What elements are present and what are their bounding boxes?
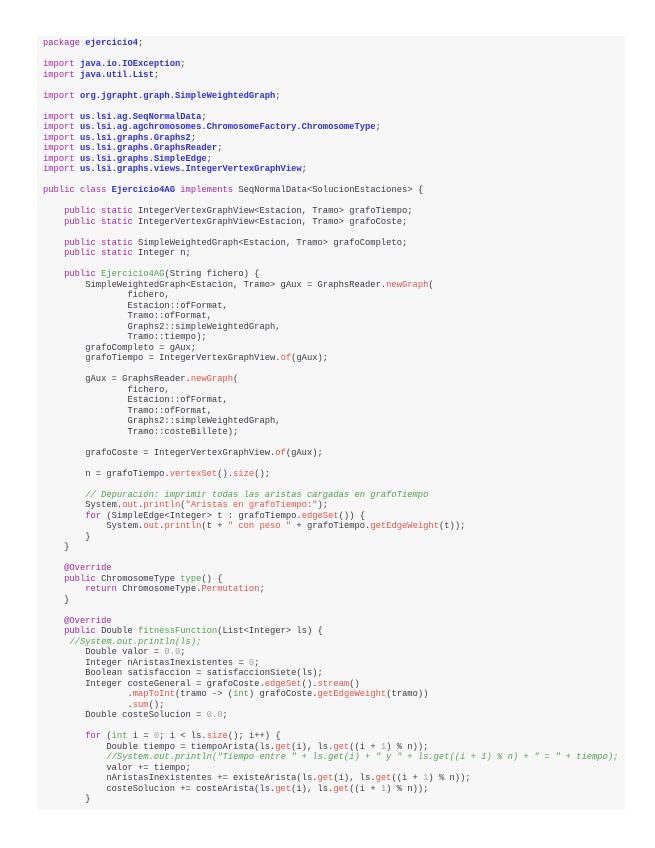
code-line (43, 469, 618, 480)
code-token: Double (101, 626, 139, 636)
code-token: import (43, 90, 80, 101)
code-line (43, 59, 618, 70)
code-line (43, 511, 618, 522)
code-line (43, 637, 618, 648)
code-token: Tramo::tiempo); (43, 332, 207, 342)
code-token: (). (217, 468, 234, 479)
code-token: ; (190, 132, 197, 143)
code-token: get (275, 783, 292, 794)
code-line (43, 416, 618, 427)
code-token: public static (64, 216, 139, 227)
code-token: (); i++) { (227, 731, 281, 741)
code-token: } (43, 794, 91, 804)
code-line (43, 542, 618, 553)
code-token: + grafoTiempo. (291, 521, 371, 531)
code-line (43, 290, 618, 301)
code-line (43, 395, 618, 406)
code-token: ; (275, 90, 281, 101)
code-token: get (375, 773, 392, 783)
code-line (43, 280, 618, 291)
code-token: Estacion::ofFormat, (43, 395, 228, 405)
code-token: Tramo::ofFormat, (43, 311, 212, 321)
code-line (43, 773, 618, 784)
code-line (43, 668, 618, 679)
code-line (43, 427, 618, 438)
code-line (43, 112, 618, 123)
code-token: IntegerVertexGraphView<Estacion, Tramo> grafoCoste; (138, 216, 408, 227)
code-token: ; (254, 657, 260, 668)
code-token: us.lsi.graphs.SimpleEdge (79, 153, 207, 164)
code-lines (43, 38, 618, 805)
code-line (43, 49, 618, 60)
code-token: . (159, 521, 165, 531)
code-token: ; (206, 153, 212, 164)
code-line (43, 206, 618, 217)
code-token (43, 238, 64, 248)
code-line (43, 490, 618, 501)
code-token: public (64, 573, 102, 584)
code-token: Boolean satisfaccion = satisfaccionSiete(ls); (43, 668, 323, 678)
code-token: ); (317, 500, 329, 510)
code-token: java.io.IOException (79, 59, 181, 69)
code-line (43, 269, 618, 280)
code-token: ; (180, 647, 186, 657)
code-token: //System.out.println(ls); (69, 636, 202, 647)
code-line (43, 143, 618, 154)
code-line (43, 553, 618, 564)
code-token: 0 (153, 731, 160, 741)
code-line (43, 731, 618, 742)
code-token: Integer nAristasInexistentes = (43, 657, 249, 668)
code-token: import (43, 69, 80, 80)
code-line (43, 406, 618, 417)
code-token: public static (64, 206, 139, 216)
code-token: Ejercicio4AG (101, 269, 165, 279)
code-token: for (85, 731, 107, 741)
code-token (43, 731, 85, 741)
code-token: . (43, 699, 133, 710)
code-token (43, 616, 64, 626)
code-token: us.lsi.ag.SeqNormalData (79, 111, 202, 122)
code-token: edgeSet (264, 678, 302, 689)
code-token: vertexSet (169, 468, 218, 479)
code-token: of (280, 353, 292, 363)
code-token (43, 269, 64, 279)
code-token: @Override (64, 615, 112, 626)
code-token: public (64, 269, 102, 279)
code-token: @Override (64, 563, 112, 573)
code-token: ; (217, 143, 223, 153)
code-line (43, 133, 618, 144)
code-token: Graphs2::simpleWeightedGraph, (43, 321, 281, 332)
code-token: ((i + (349, 741, 381, 752)
code-line (43, 332, 618, 343)
code-token: nAristasInexistentes += existeArista(ls. (43, 773, 318, 783)
code-line (43, 196, 618, 207)
code-line (43, 479, 618, 490)
code-token: int (233, 689, 249, 699)
code-line (43, 301, 618, 312)
code-line (43, 217, 618, 228)
code-token: public (64, 626, 102, 636)
code-token: 1 (423, 773, 429, 783)
code-token: get (333, 741, 350, 752)
code-token: ( (106, 731, 112, 741)
code-token: of (275, 447, 286, 458)
code-token: import (43, 122, 80, 132)
code-line (43, 164, 618, 175)
code-token: valor += tiempo; (43, 762, 191, 773)
code-token: fitnessFunction (138, 626, 218, 636)
code-token: (tramo)) (386, 689, 429, 699)
code-token (43, 574, 64, 584)
code-token: 1 (380, 783, 387, 794)
code-token: (String fichero) { (164, 269, 260, 279)
code-token: Estacion::ofFormat, (43, 300, 228, 311)
code-token: "Aristas en grafoTiempo:" (185, 500, 318, 510)
code-token: IntegerVertexGraphView<Estacion, Tramo> grafoTiempo; (138, 206, 413, 216)
code-token: (t)); (438, 521, 466, 531)
code-token: ; (180, 59, 186, 69)
code-token: 1 (380, 741, 387, 752)
code-token: SeqNormalData<SolucionEstaciones> { (238, 185, 424, 195)
code-token: " con peso " (227, 521, 292, 531)
code-token: System. (43, 500, 123, 510)
code-token: import (43, 111, 80, 122)
code-token: newGraph (190, 374, 234, 384)
code-token: get (275, 741, 292, 752)
code-token: (tramo -> ( (174, 689, 234, 699)
code-line (43, 647, 618, 658)
code-token: import (43, 132, 80, 143)
code-line (43, 595, 618, 606)
code-token: Permutation (201, 584, 260, 594)
code-token: edgeSet (301, 510, 339, 521)
code-line (43, 763, 618, 774)
code-token: grafoCoste = IntegerVertexGraphView. (43, 447, 276, 458)
code-line (43, 616, 618, 627)
code-token: out (143, 521, 160, 531)
code-token (43, 511, 85, 521)
code-token: Integer costeGeneral = grafoCoste. (43, 678, 265, 689)
code-token: type (180, 573, 202, 584)
code-token: (SimpleEdge<Integer> t : grafoTiempo. (106, 510, 302, 521)
code-token: } (43, 531, 91, 542)
code-token: println (164, 521, 202, 531)
code-token: us.lsi.graphs.GraphsReader (79, 143, 218, 153)
code-token: (); (148, 699, 165, 710)
code-token: SimpleWeightedGraph<Estacion, Tramo> gAux = GraphsReader. (43, 279, 387, 290)
code-line (43, 752, 618, 763)
code-token: ((i + (349, 783, 381, 794)
code-token: get (333, 783, 350, 794)
code-line (43, 679, 618, 690)
code-token: mapToInt (132, 689, 175, 699)
code-token: fichero, (43, 384, 170, 395)
code-token (43, 490, 85, 500)
code-line (43, 574, 618, 585)
code-token: import (43, 164, 80, 174)
code-token: (t + (201, 521, 228, 531)
code-token: java.util.List (79, 69, 154, 80)
code-token: for (85, 510, 107, 521)
code-line (43, 584, 618, 595)
code-line (43, 311, 618, 322)
code-line (43, 353, 618, 364)
code-token: Double valor = (43, 647, 165, 657)
code-block (37, 36, 625, 810)
code-token: ((i + (391, 773, 424, 783)
code-line (43, 248, 618, 259)
code-line (43, 322, 618, 333)
code-token: Double costeSolucion = (43, 710, 207, 720)
code-line (43, 500, 618, 511)
code-line (43, 626, 618, 637)
code-token: Graphs2::simpleWeightedGraph, (43, 416, 281, 426)
code-line (43, 700, 618, 711)
code-token: ; (153, 69, 160, 80)
code-token: public static (64, 237, 139, 248)
code-token: 0.0 (164, 647, 181, 657)
code-token: ; i < ls. (159, 731, 207, 741)
code-line (43, 175, 618, 186)
code-line (43, 658, 618, 669)
code-line (43, 259, 618, 270)
code-line (43, 70, 618, 81)
code-token: (List<Integer> ls) { (217, 626, 323, 636)
code-token: ChromosomeType (101, 573, 181, 584)
code-token: Ejercicio4AG (111, 185, 181, 195)
code-token: ; (201, 111, 207, 122)
code-line (43, 437, 618, 448)
code-token: ejercicio4 (85, 38, 139, 48)
code-token (43, 563, 64, 573)
code-token: . (138, 500, 144, 510)
code-line (43, 238, 618, 249)
code-line (43, 794, 618, 805)
code-line (43, 710, 618, 721)
code-token: out (122, 500, 139, 510)
code-token: ()) { (338, 510, 366, 521)
code-line (43, 458, 618, 469)
code-token: ) % n)); (428, 773, 471, 783)
code-token: grafoCompleto = gAux; (43, 342, 197, 353)
code-token: (gAux); (291, 353, 329, 363)
code-token: 0.0 (206, 710, 223, 720)
code-token (43, 248, 64, 258)
code-token: ) grafoCoste. (248, 689, 318, 699)
code-token: (); (254, 468, 271, 479)
code-line (43, 101, 618, 112)
code-token: gAux = GraphsReader. (43, 374, 191, 384)
code-token: us.lsi.ag.agchromosomes.ChromosomeFactory.ChromosomeType (79, 122, 376, 132)
code-token: Tramo::costeBillete); (43, 426, 239, 437)
code-token: ; (259, 584, 265, 594)
code-token: () { (201, 573, 223, 584)
code-token: size (206, 731, 228, 741)
code-token: ; (138, 38, 144, 48)
code-token: import (43, 59, 80, 69)
code-line (43, 784, 618, 795)
code-token: getEdgeWeight (370, 521, 439, 531)
code-token: ChromosomeType. (122, 584, 202, 594)
code-token (43, 637, 69, 647)
code-token: size (233, 468, 255, 479)
code-token: public class (43, 185, 112, 195)
code-line (43, 91, 618, 102)
code-token: costeSolucion += costeArista(ls. (43, 783, 276, 794)
code-token: } (43, 542, 70, 552)
code-token: ( (180, 500, 186, 510)
code-token: i = (132, 731, 154, 741)
code-token: ( (233, 374, 239, 384)
code-token: System. (43, 521, 144, 531)
code-line (43, 343, 618, 354)
code-line (43, 563, 618, 574)
code-token: get (317, 773, 334, 783)
code-token: () (349, 678, 360, 689)
code-token: int (111, 731, 133, 741)
code-token: grafoTiempo = IntegerVertexGraphView. (43, 353, 281, 363)
code-token: ( (428, 279, 434, 290)
code-token: package (43, 38, 86, 48)
code-token: Integer n; (138, 248, 191, 258)
code-token: Tramo::ofFormat, (43, 405, 212, 416)
code-token: us.lsi.graphs.Graphs2 (79, 132, 191, 143)
code-token (43, 217, 64, 227)
code-line (43, 154, 618, 165)
code-line (43, 185, 618, 196)
code-token: ; (301, 164, 307, 174)
code-token: 0 (248, 657, 255, 668)
code-token: //System.out.println("Tiempo entre " + ls.get(i) + " y " + ls.get((i + 1) % n) + " = " + tiempo); (106, 752, 619, 762)
code-token: stream (317, 678, 350, 689)
code-line (43, 38, 618, 49)
code-line (43, 605, 618, 616)
code-token: (i), ls. (291, 741, 334, 752)
code-token: ) % n)); (386, 741, 429, 752)
code-token: // Depuración: imprimir todas las aristas cargadas en grafoTiempo (85, 489, 429, 500)
code-token: (gAux); (285, 447, 323, 458)
code-token: public static (64, 248, 139, 258)
code-token: org.jgrapht.graph.SimpleWeightedGraph (79, 90, 276, 101)
code-line (43, 385, 618, 396)
code-token: (i), ls. (291, 783, 334, 794)
code-token: newGraph (386, 279, 429, 290)
code-token: fichero, (43, 290, 170, 300)
code-token: import (43, 143, 80, 153)
code-token: . (43, 689, 133, 699)
code-token: sum (132, 699, 149, 710)
code-line (43, 532, 618, 543)
code-token (43, 626, 64, 636)
code-token (43, 752, 106, 762)
code-line (43, 80, 618, 91)
code-token: getEdgeWeight (317, 689, 387, 699)
code-line (43, 689, 618, 700)
code-line (43, 521, 618, 532)
code-line (43, 742, 618, 753)
code-line (43, 227, 618, 238)
code-token: } (43, 594, 70, 605)
code-token: return (85, 584, 123, 594)
code-token: n = grafoTiempo. (43, 468, 170, 479)
code-token: ) % n)); (386, 783, 429, 794)
code-token: implements (180, 185, 239, 195)
code-token: Double tiempo = tiempoArista(ls. (43, 741, 276, 752)
code-token: (). (301, 678, 318, 689)
code-token: SimpleWeightedGraph<Estacion, Tramo> grafoCompleto; (138, 237, 408, 248)
code-token: ; (375, 122, 381, 132)
code-token: us.lsi.graphs.views.IntegerVertexGraphView (79, 164, 302, 174)
code-line (43, 448, 618, 459)
code-line (43, 374, 618, 385)
code-token: import (43, 153, 80, 164)
code-token: println (143, 500, 181, 510)
code-token (43, 206, 64, 216)
code-token: ; (222, 710, 228, 720)
code-line (43, 364, 618, 375)
code-line (43, 721, 618, 732)
code-line (43, 122, 618, 133)
code-token: (i), ls. (333, 773, 376, 783)
code-token (43, 584, 85, 594)
